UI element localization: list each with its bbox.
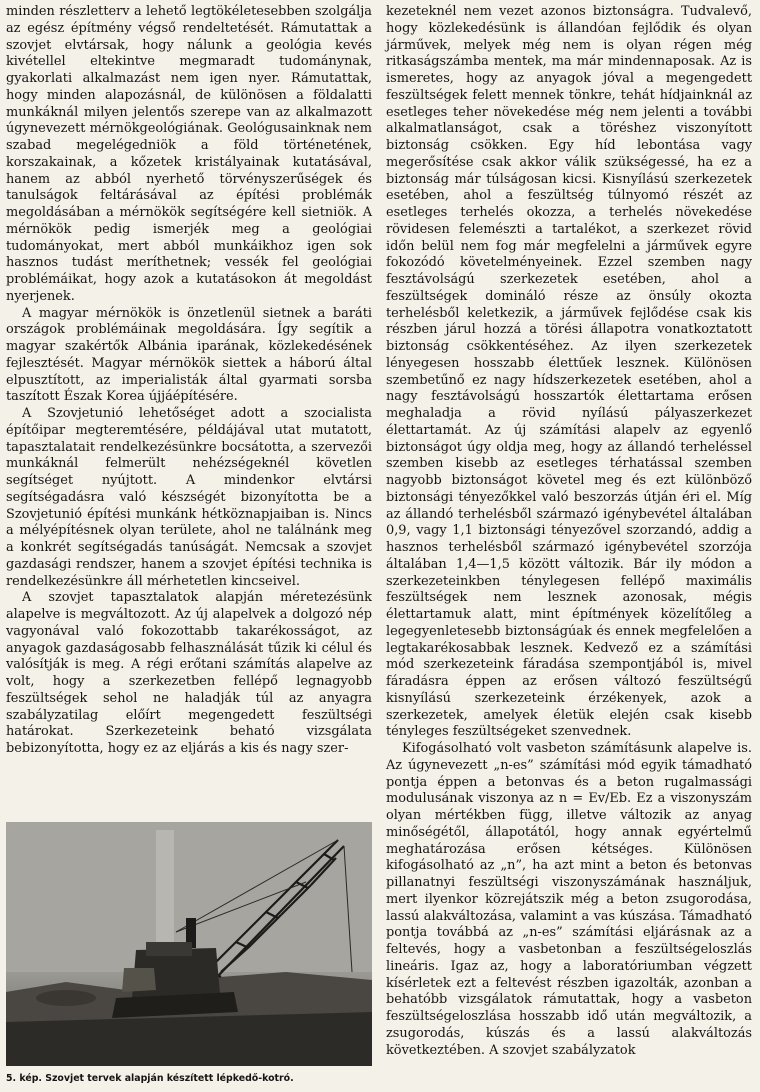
excavator-illustration: [6, 822, 372, 1066]
paragraph: A magyar mérnökök is önzetlenül sietnek a baráti országok problémáinak megoldására. Így segítik a magyar szakértők Albánia iparának, közlekedésének fejlesztését. Magyar mérnökök siettek a háború által elpusztított, az imperialisták által gyarmati sorsba taszított Észak Korea újjáépítésére.: [6, 305, 372, 405]
left-column: [6, 4, 372, 758]
paragraph: kezeteknél nem vezet azonos biztonságra. Tudvalevő, hogy közlekedésünk is állandóan fejlődik és olyan járművek, melyek még nem is olyan régen még ritkaságszámba mentek, ma már mindennaposak. Az is ismeretes, hogy az anyagok jóval a megengedett feszültségek felett mennek tönkre, tehát hídjainknál az esetleges teher növekedése még nem jelenti a további alkalmatlanságot, csak a töréshez viszonyított biztonság csökken. Egy híd lebontása vagy megerősítése csak akkor válik szükségessé, ha ez a biztonság már túlságosan kicsi. Kisnyílású szerkezetek esetében, ahol a feszültség túlnyomó részét az esetleges terhelés okozza, a terhelés növekedése rövidesen felemészti a tartalékot, a szerkezet rövid időn belül nem fog már megfelelni a járművek egyre fokozódó követelményeinek. Ezzel szemben nagy fesztávolságú szerkezetek esetében, ahol a feszültségek domináló része az önsúly okozta terhelésből keletkezik, a járművek fejlődése csak kis részben járul hozzá a törési állapotra vonatkoztatott biztonság csökkentéséhez. Az ilyen szerkezetek lényegesen hosszabb élettűek lesznek. Különösen szembetűnő ez nagy hídszerkezetek esetében, ahol a nagy fesztávolságú hosszartók élettartama erősen meghaladja a rövid nyílású pályaszerkezet élettartamát. Az új számítási alapelv az egyenlő biztonságot úgy oldja meg, hogy az állandó terheléssel szemben kisebb az esetleges térhatással szemben nagyobb biztonságot követel meg és ezt különböző biztonsági tényezőkkel való beszorzás útján éri el. Míg az állandó terhelésből származó igénybevétel általában 0,9, vagy 1,1 biztonsági tényezővel szorzandó, addig a hasznos terhelésből származó igénybevétel szorzója általában 1,4—1,5 között változik. Bár ily módon a szerkezeteinkben ténylegesen fellépő maximális feszültségek nem lesznek azonosak, mégis élettartamuk alatt, mint építmények közelítőleg a legegyenletesebb biztonságúak és ennek megfelelően a legtakarékosabbak lesznek. Kedvező ez a számítási mód szerkezeteink fáradása szempontjából is, mivel fáradásra éppen az erősen változó feszültségű kisnyílású szerkezeteink érzékenyek, azok a szerkezetek, amelyek életük elején csak kisebb tényleges feszültségeket szenvednek.: [386, 4, 752, 740]
walking-excavator-photo: [6, 822, 372, 1066]
paragraph: minden részletterv a lehető legtökéletesebben szolgálja az egész építmény végső rendeltetését. Rámutattak a szovjet elvtársak, hogy nálunk a geológia kevés kivétellel eltekintve megmaradt tudománynak, gyakorlati alkalmazást nem igen nyer. Rámutattak, hogy minden alapozásnál, de különösen a földalatti munkáknál milyen jelentős szerepe van az alkalmazott úgynevezett mérnökgeológiának. Geológusainknak nem szabad megelégedniök a föld történetének, korszakainak, a kőzetek kristályainak kutatásával, hanem az abból nyerhető törvényszerűségek és tanulságok feltárásával az építési problémák megoldásában a mérnökök segítségére kell sietniök. A mérnökök pedig ismerjék meg a geológiai tudományokat, mert abból munkáikhoz igen sok hasznos tudást meríthetnek; vessék fel geológiai problémáikat, hogy azok a kutatásokon át megoldást nyerjenek.: [6, 4, 372, 304]
paragraph: A Szovjetunió lehetőséget adott a szocialista építőipar megteremtésére, példájával utat mutatott, tapasztalatait rendelkezésünkre bocsátotta, a szervezői munkáknál felmerült nehézségeknél követlen segítséget nyújtott. A mindenkor elvtársi segítségadásra való készségét bizonyította be a Szovjetunió építési munkánk hétköznapjaiban is. Nincs a mélyépítésnek olyan területe, ahol ne találnánk meg a konkrét segítségadás tanúságát. Nemcsak a szovjet gazdasági rendszer, hanem a szovjet építési technika is rendelkezésünkre áll mérhetetlen kincseivel.: [6, 406, 372, 589]
right-column: [386, 4, 752, 1059]
paragraph: Kifogásolható volt vasbeton számításunk alapelve is. Az úgynevezett „n-es” számítási mód egyik támadható pontja éppen a betonvas és a beton rugalmassági modulusának viszonya az n = Ev/Eb. Ez a viszonyszám olyan mértékben függ, illetve változik az anyag minőségétől, állapotától, hogy annak egyértelmű meghatározása erősen kétséges. Különösen kifogásolható az „n”, ha azt mint a beton és betonvas pillanatnyi feszültségi viszonyszámának használjuk, mert ilyenkor közrejátszik még a beton zsugorodása, lassú alakváltozása, valamint a vas kúszása. Támadható pontja továbbá az „n-es” számítási eljárásnak az a feltevés, hogy a vasbetonban a feszültségeloszlás lineáris. Igaz az, hogy a laboratóriumban végzett kísérletek ezt a feltevést részben igazolták, azonban a behatóbb vizsgálatok rámutattak, hogy a vasbeton feszültségeloszlása hosszabb idő után megváltozik, a zsugorodás, kúszás és a lassú alakváltozás következtében. A szovjet szabályzatok: [386, 741, 752, 1058]
figure-caption: 5. kép. Szovjet tervek alapján készített lépkedő-kotró.: [6, 1073, 294, 1084]
paragraph: A szovjet tapasztalatok alapján méretezésünk alapelve is megváltozott. Az új alapelvek a dolgozó nép vagyonával való fokozottabb takarékosságot, az anyagok gazdaságosabb felhasználását tűzik ki célul és valósítják is meg. A régi erőtani számítás alapelve az volt, hogy a szerkezetben fellépő legnagyobb feszültségek sehol ne haladják túl az anyagra szabályzatilag előírt megengedett feszültségi határokat. Szerkezeteink beható vizsgálata bebizonyította, hogy ez az eljárás a kis és nagy szer-: [6, 590, 372, 756]
